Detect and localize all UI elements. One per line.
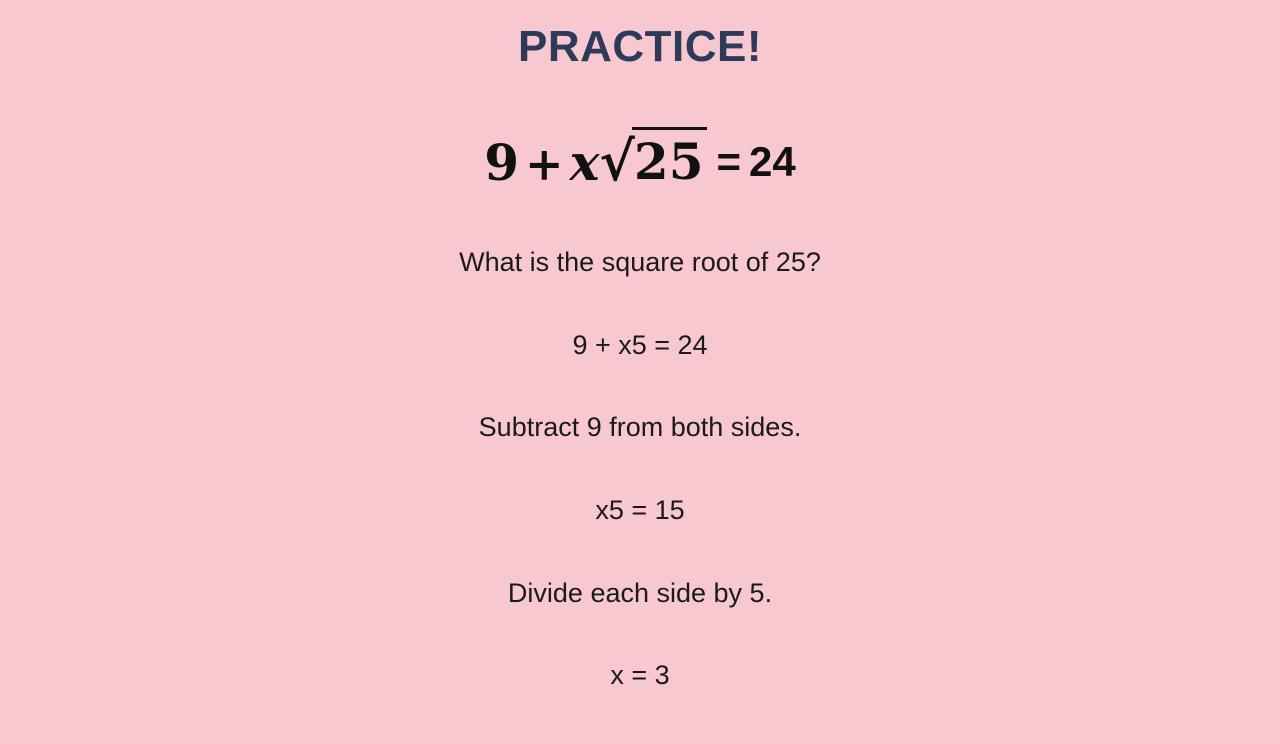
radical-expression: [599, 128, 706, 192]
solution-steps: [0, 248, 1280, 744]
radical-sign-icon: √: [599, 129, 635, 193]
solution-step: 9 + x5 = 24: [572, 329, 708, 360]
solution-step: Subtract 9 from both sides.: [478, 412, 802, 443]
solution-step: What is the square root of 25?: [459, 247, 821, 277]
equation-variable: x: [569, 133, 600, 192]
equation-plus-operator: +: [525, 137, 564, 191]
solution-step: Divide each side by 5.: [507, 577, 773, 608]
solution-step: x5 = 15: [595, 495, 685, 526]
solution-step: x = 3: [610, 660, 670, 691]
equation-right-value: 24: [749, 138, 796, 185]
radicand-value: 25: [632, 127, 707, 191]
equation-equals-sign: =: [716, 138, 742, 185]
equation: [0, 128, 1280, 192]
equation-left-number: 9: [484, 133, 520, 192]
page-title: PRACTICE!: [517, 22, 763, 71]
